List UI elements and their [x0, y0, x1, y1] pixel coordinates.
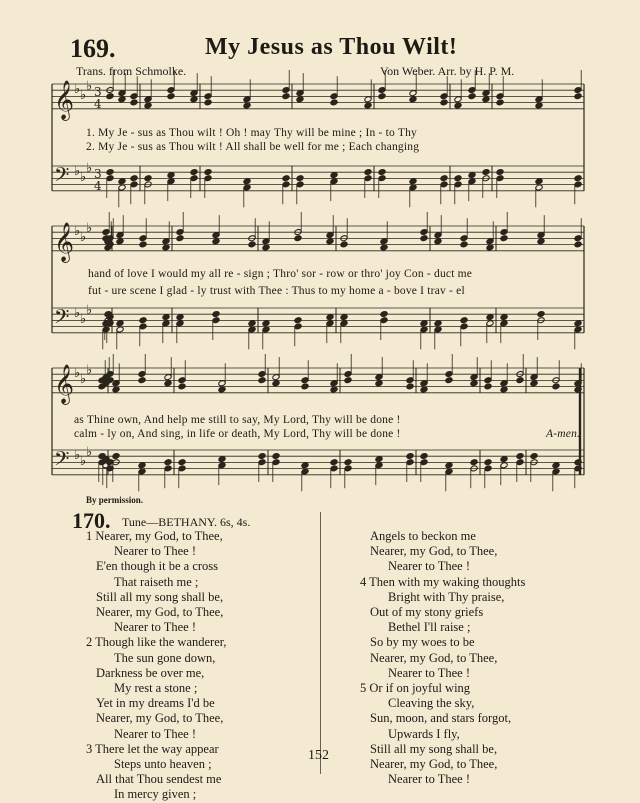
- hymn-169-title: My Jesus as Thou Wilt!: [205, 34, 458, 60]
- svg-text:♭: ♭: [80, 454, 87, 469]
- verse-line: Angels to beckon me: [370, 529, 476, 543]
- verse-line: Sun, moon, and stars forgot,: [370, 711, 512, 726]
- svg-text:♭: ♭: [74, 82, 81, 97]
- page-number: 152: [308, 748, 329, 763]
- verse-line: Still all my song shall be,: [96, 589, 224, 604]
- svg-text:♭: ♭: [80, 230, 87, 245]
- verse-line: Nearer, my God, to Thee,: [370, 544, 498, 559]
- system2-verse2-lyrics: fut - ure scene I glad - ly trust with Thee : Thus to my home a - bove I trav - el: [88, 285, 465, 297]
- verse-line: Nearer, my God, to Thee,: [370, 757, 498, 772]
- svg-text:♭: ♭: [74, 306, 81, 321]
- svg-text:♭: ♭: [80, 372, 87, 387]
- verse-line: All that Thou sendest me: [96, 772, 222, 787]
- svg-text:4: 4: [94, 179, 102, 193]
- svg-text:𝄞: 𝄞: [54, 80, 75, 120]
- composer-credit: Von Weber. Arr. by H. P. M.: [380, 64, 515, 78]
- permission-note: By permission.: [86, 495, 144, 505]
- translator-credit: Trans. from Schmolke.: [76, 64, 187, 78]
- svg-text:♭: ♭: [86, 303, 93, 318]
- verse-line: Darkness be over me,: [96, 665, 205, 680]
- verse-line: 3 There let the way appear: [86, 741, 219, 756]
- verse-line: Nearer to Thee !: [388, 665, 471, 680]
- verse-line: Nearer to Thee !: [388, 559, 471, 574]
- verse-line: That raiseth me ;: [114, 574, 199, 589]
- verse-line: Cleaving the sky,: [388, 696, 475, 711]
- verse-line: Bright with Thy praise,: [388, 589, 505, 604]
- svg-text:4: 4: [94, 97, 102, 111]
- verse-line: Nearer, my God, to Thee,: [370, 650, 498, 665]
- svg-text:♭: ♭: [74, 366, 81, 381]
- hymn-170-right-column: [360, 529, 525, 787]
- svg-text:♭: ♭: [86, 79, 93, 94]
- hymn-170-left-column: [86, 529, 227, 803]
- verse-line: In mercy given ;: [114, 787, 197, 802]
- svg-text:𝄢: 𝄢: [54, 447, 70, 475]
- verse-line: Yet in my dreams I'd be: [96, 696, 215, 711]
- verse-line: 1 Nearer, my God, to Thee,: [86, 529, 223, 543]
- system1-verse1-lyrics: 1. My Je - sus as Thou wilt ! Oh ! may Thy will be mine ; In - to Thy: [86, 127, 417, 139]
- verse-line: Nearer to Thee !: [114, 620, 197, 635]
- verse-line: Nearer, my God, to Thee,: [96, 605, 224, 620]
- svg-text:𝄢: 𝄢: [54, 163, 70, 191]
- verse-line: The sun gone down,: [114, 650, 216, 665]
- svg-text:♭: ♭: [86, 445, 93, 460]
- hymn-169-number: 169.: [70, 34, 116, 63]
- verse-line: Nearer to Thee !: [114, 726, 197, 741]
- verse-line: Nearer, my God, to Thee,: [96, 711, 224, 726]
- svg-text:3: 3: [94, 85, 102, 99]
- svg-text:𝄞: 𝄞: [54, 364, 75, 404]
- verse-line: Still all my song shall be,: [370, 741, 498, 756]
- system3-verse2-lyrics: calm - ly on, And sing, in life or death, My Lord, Thy will be done !: [74, 428, 401, 440]
- verse-line: 5 Or if on joyful wing: [360, 681, 471, 696]
- hymn-170-tune: Tune—BETHANY. 6s, 4s.: [122, 515, 251, 529]
- verse-line: E'en though it be a cross: [96, 559, 219, 574]
- system3-verse1-lyrics: as Thine own, And help me still to say, My Lord, Thy will be done !: [74, 414, 401, 426]
- svg-text:♭: ♭: [86, 221, 93, 236]
- svg-text:♭: ♭: [80, 312, 87, 327]
- svg-text:𝄢: 𝄢: [54, 305, 70, 333]
- verse-line: Bethel I'll raise ;: [388, 620, 471, 635]
- column-divider: [320, 512, 321, 774]
- system2-verse1-lyrics: hand of love I would my all re - sign ; Thro' sor - row or thro' joy Con - duct me: [88, 268, 473, 280]
- svg-text:♭: ♭: [86, 363, 93, 378]
- verse-line: Nearer to Thee !: [114, 544, 197, 559]
- amen-lyric: A-men.: [546, 428, 581, 440]
- svg-text:♭: ♭: [86, 161, 93, 176]
- verse-line: Nearer to Thee !: [388, 772, 471, 787]
- svg-text:♭: ♭: [74, 164, 81, 179]
- verse-line: 2 Though like the wanderer,: [86, 635, 227, 650]
- verse-line: Upwards I fly,: [388, 726, 460, 741]
- svg-text:♭: ♭: [74, 448, 81, 463]
- verse-line: My rest a stone ;: [114, 681, 198, 696]
- svg-text:3: 3: [94, 167, 102, 181]
- verse-line: Steps unto heaven ;: [114, 757, 212, 772]
- svg-text:♭: ♭: [80, 170, 87, 185]
- hymn-170-number: 170.: [72, 508, 111, 533]
- system1-verse2-lyrics: 2. My Je - sus as Thou wilt ! All shall be well for me ; Each changing: [86, 141, 420, 153]
- verse-line: So by my woes to be: [370, 635, 475, 650]
- svg-text:𝄞: 𝄞: [54, 222, 75, 262]
- svg-text:♭: ♭: [80, 88, 87, 103]
- verse-line: 4 Then with my waking thoughts: [360, 574, 526, 589]
- svg-text:♭: ♭: [74, 224, 81, 239]
- verse-line: Out of my stony griefs: [370, 605, 484, 620]
